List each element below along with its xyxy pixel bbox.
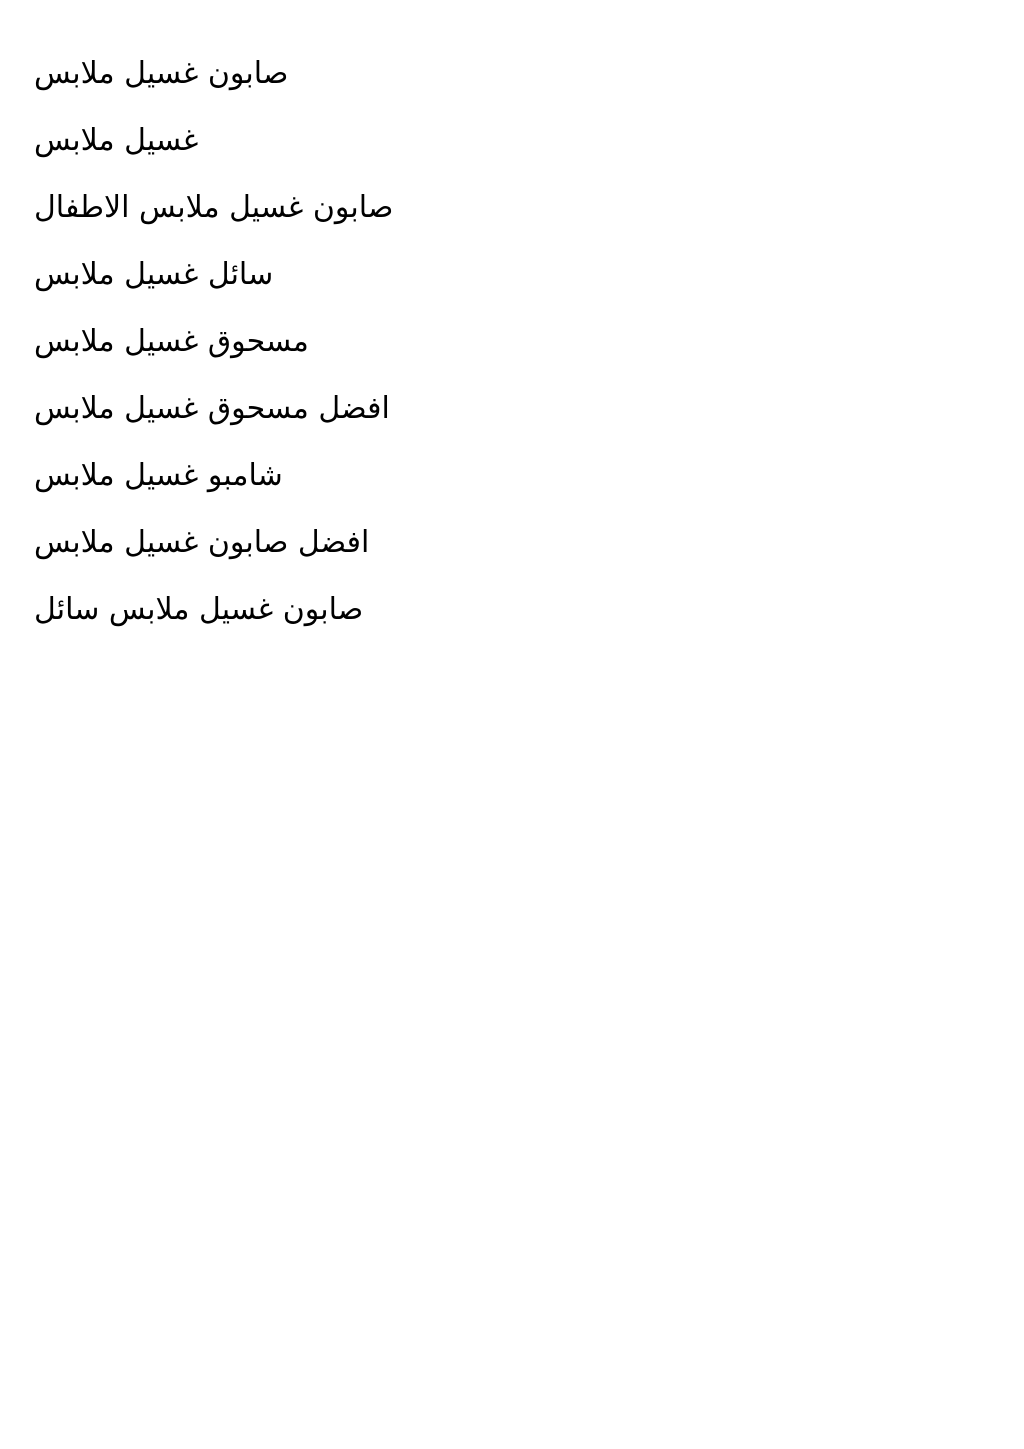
keyword-text: سائل غسيل ملابس: [34, 257, 274, 292]
keyword-text: افضل صابون غسيل ملابس: [34, 525, 370, 560]
keyword-text: شامبو غسيل ملابس: [34, 458, 283, 493]
keyword-text: صابون غسيل ملابس الاطفال: [34, 190, 394, 225]
keyword-item: [34, 521, 393, 588]
keyword-text: صابون غسيل ملابس سائل: [34, 592, 364, 627]
keyword-item: [34, 320, 393, 387]
keyword-item: [34, 186, 393, 253]
keyword-list: [34, 52, 393, 655]
keyword-item: [34, 52, 393, 119]
keyword-item: [34, 387, 393, 454]
keyword-text: غسيل ملابس: [34, 123, 199, 158]
keyword-text: صابون غسيل ملابس: [34, 56, 289, 91]
keyword-item: [34, 253, 393, 320]
keyword-item: [34, 119, 393, 186]
keyword-item: [34, 588, 393, 655]
keyword-text: افضل مسحوق غسيل ملابس: [34, 391, 390, 426]
keyword-text: مسحوق غسيل ملابس: [34, 324, 309, 359]
keyword-item: [34, 454, 393, 521]
